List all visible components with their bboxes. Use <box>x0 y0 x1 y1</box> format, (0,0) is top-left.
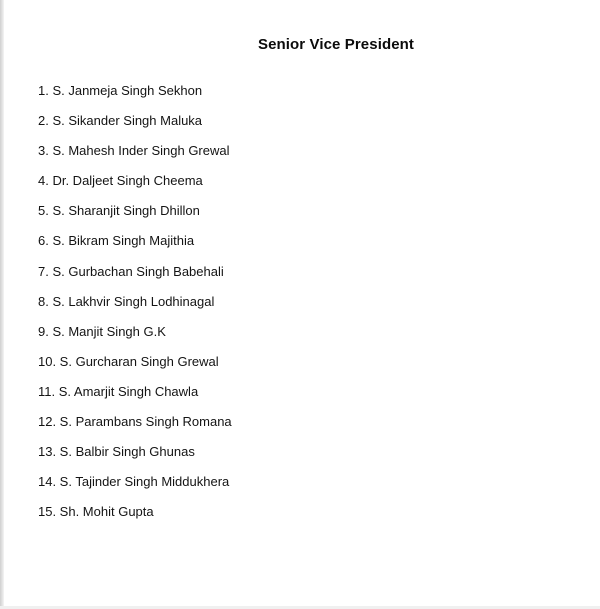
list-item: 12. S. Parambans Singh Romana <box>38 414 232 430</box>
list-item: 1. S. Janmeja Singh Sekhon <box>38 83 203 98</box>
list-item: 3. S. Mahesh Inder Singh Grewal <box>38 143 230 159</box>
list-item: 14. S. Tajinder Singh Middukhera <box>38 474 230 490</box>
list-item: 15. Sh. Mohit Gupta <box>38 504 154 520</box>
name-list <box>38 82 232 533</box>
document-title: Senior Vice President <box>257 36 415 53</box>
list-item: 2. S. Sikander Singh Maluka <box>38 113 203 129</box>
list-item: 13. S. Balbir Singh Ghunas <box>38 444 195 460</box>
list-item: 11. S. Amarjit Singh Chawla <box>38 383 199 399</box>
list-item: 6. S. Bikram Singh Majithia <box>38 233 195 249</box>
list-item: 10. S. Gurcharan Singh Grewal <box>38 353 219 369</box>
list-item: 8. S. Lakhvir Singh Lodhinagal <box>38 293 215 309</box>
list-item: 4. Dr. Daljeet Singh Cheema <box>38 173 203 189</box>
list-item: 9. S. Manjit Singh G.K <box>38 323 166 339</box>
page-left-edge <box>0 0 4 609</box>
list-item: 7. S. Gurbachan Singh Babehali <box>38 263 224 279</box>
list-item: 5. S. Sharanjit Singh Dhillon <box>38 203 200 219</box>
